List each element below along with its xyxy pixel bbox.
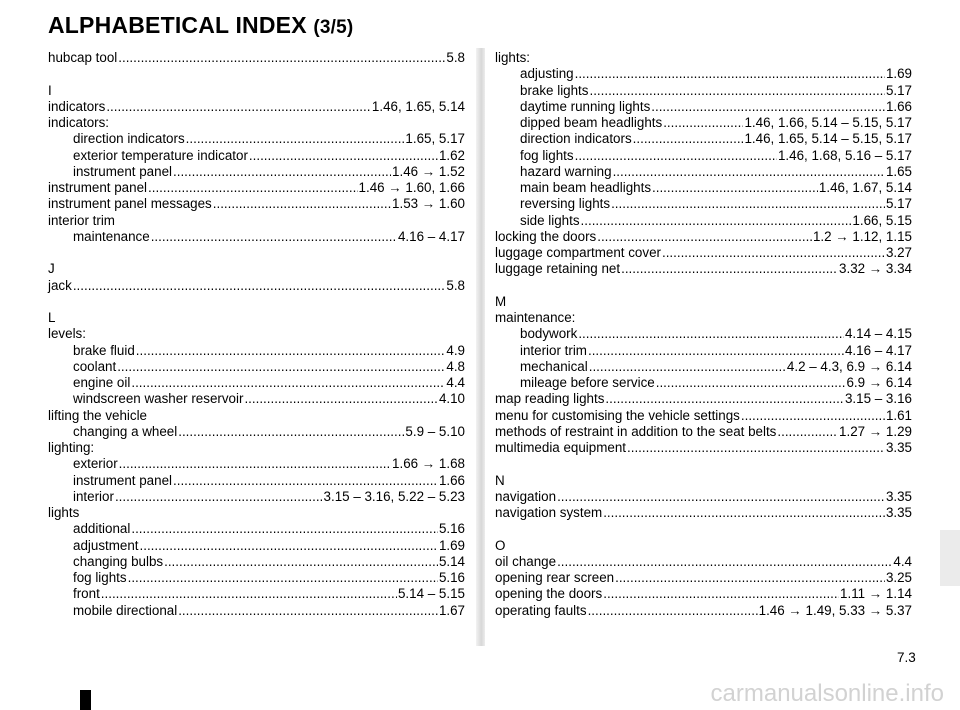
index-heading: lights (48, 505, 80, 520)
entry-label: brake lights (520, 82, 589, 98)
index-subentry (48, 359, 465, 375)
section-letter: J (48, 261, 55, 277)
dot-leader (588, 603, 758, 619)
index-entry (495, 603, 912, 619)
dot-leader (575, 148, 777, 164)
dot-leader (213, 196, 391, 212)
index-entry (495, 554, 912, 570)
index-subentry (48, 521, 465, 537)
index-heading: lights: (495, 50, 530, 65)
index-subentry (48, 424, 465, 440)
dot-leader (557, 554, 892, 570)
dot-leader (178, 424, 404, 440)
index-subentry (48, 570, 465, 586)
dot-leader (164, 554, 438, 570)
index-subentry (48, 164, 465, 180)
section-letter: I (48, 82, 52, 98)
index-subentry (495, 115, 912, 131)
index-subentry (48, 391, 465, 407)
dot-leader (73, 278, 446, 294)
entry-pages: 3.32 → 3.34 (839, 261, 912, 277)
entry-pages: 1.67 (438, 602, 465, 618)
index-subentry (48, 586, 465, 602)
entry-pages: 4.16 – 4.17 (397, 228, 465, 244)
dot-leader (652, 180, 818, 196)
index-subentry (48, 489, 465, 505)
entry-label: opening rear screen (495, 570, 615, 585)
dot-leader (575, 66, 885, 82)
entry-label: methods of restraint in addition to the seat belts (495, 423, 777, 439)
index-subentry (495, 213, 912, 229)
index-entry (495, 586, 912, 602)
index-subentry (495, 375, 912, 391)
index-subentry (48, 538, 465, 554)
entry-pages: 4.4 (446, 375, 465, 390)
index-entry (48, 278, 465, 294)
spacer (495, 456, 912, 472)
page-title (48, 12, 353, 39)
entry-label: hazard warning (520, 163, 612, 179)
entry-pages: 5.16 (438, 570, 465, 585)
index-entry (495, 261, 912, 277)
index-entry (48, 196, 465, 212)
entry-label: luggage retaining net (495, 261, 621, 277)
dot-leader (589, 359, 786, 375)
entry-pages: 1.46, 1.66, 5.14 – 5.15, 5.17 (744, 115, 912, 130)
entry-pages: 1.46, 1.65, 5.14 – 5.15, 5.17 (744, 131, 912, 147)
entry-pages: 4.9 (446, 342, 465, 358)
index-column-left (48, 50, 465, 619)
entry-label: interior (73, 488, 114, 504)
entry-pages: 3.27 (885, 245, 912, 260)
index-heading: indicators: (48, 115, 110, 130)
index-heading: interior trim (48, 212, 115, 228)
entry-pages: 3.25 (885, 570, 912, 585)
entry-label: jack (48, 277, 72, 293)
entry-pages: 1.46, 1.65, 5.14 (371, 98, 465, 114)
watermark: carmanualsonline.info (710, 680, 944, 707)
entry-pages: 1.53 → 1.60 (392, 196, 465, 212)
spacer (495, 278, 912, 294)
dot-leader (741, 408, 885, 424)
index-subentry (495, 66, 912, 82)
entry-pages: 1.46 → 1.52 (392, 163, 465, 179)
entry-pages: 4.14 – 4.15 (844, 326, 912, 342)
entry-label: navigation system (495, 505, 603, 520)
entry-label: adjusting (520, 66, 574, 82)
entry-pages: 1.69 (885, 66, 912, 82)
index-entry (48, 50, 465, 66)
dot-leader (557, 489, 885, 505)
index-heading: lighting: (48, 440, 95, 455)
entry-label: instrument panel (73, 472, 172, 488)
index-entry (495, 570, 912, 586)
entry-pages: 1.46 → 1.60, 1.66 (358, 180, 465, 195)
index-entry (495, 440, 912, 456)
index-subentry (495, 180, 912, 196)
section-letter: O (495, 537, 506, 553)
entry-label: dipped beam headlights (520, 115, 663, 130)
entry-pages: 3.35 (885, 505, 912, 520)
entry-label: luggage compartment cover (495, 245, 661, 260)
index-subentry (48, 229, 465, 245)
index-heading: maintenance: (495, 310, 576, 325)
section-letter: N (495, 472, 505, 488)
entry-label: opening the doors (495, 586, 603, 602)
index-subentry (495, 196, 912, 212)
spacer (48, 294, 465, 310)
dot-leader (605, 391, 844, 407)
entry-pages: 3.15 – 3.16, 5.22 – 5.23 (323, 488, 465, 504)
dot-leader (777, 424, 838, 440)
chapter-tab (940, 530, 960, 586)
entry-label: locking the doors (495, 228, 597, 244)
dot-leader (115, 489, 323, 505)
entry-pages: 5.17 (885, 196, 912, 212)
dot-leader (131, 521, 438, 537)
entry-pages: 5.8 (446, 50, 465, 65)
entry-pages: 3.15 – 3.16 (844, 391, 912, 407)
entry-label: adjustment (73, 537, 139, 553)
section-letter: L (48, 310, 56, 325)
index-entry (495, 408, 912, 424)
dot-leader (603, 586, 839, 602)
index-entry (48, 180, 465, 196)
entry-pages: 1.46, 1.67, 5.14 (818, 180, 912, 195)
index-subentry (48, 343, 465, 359)
dot-leader (148, 180, 358, 196)
index-subentry (48, 603, 465, 619)
entry-label: brake fluid (73, 342, 135, 358)
index-entry (495, 489, 912, 505)
entry-label: direction indicators (520, 131, 632, 147)
index-subentry (48, 473, 465, 489)
entry-pages: 1.62 (438, 147, 465, 163)
entry-pages: 1.11 → 1.14 (840, 586, 912, 602)
entry-pages: 5.14 (438, 553, 465, 569)
entry-pages: 4.2 – 4.3, 6.9 → 6.14 (786, 358, 912, 374)
entry-pages: 1.65, 5.17 (405, 131, 465, 147)
index-entry (495, 229, 912, 245)
index-entry (495, 505, 912, 521)
entry-label: multimedia equipment (495, 440, 626, 455)
entry-label: changing a wheel (73, 423, 178, 439)
dot-leader (662, 245, 885, 261)
index-subentry (495, 164, 912, 180)
footer-mark (80, 690, 91, 710)
entry-label: direction indicators (73, 131, 185, 147)
entry-label: map reading lights (495, 391, 605, 407)
entry-pages: 1.27 → 1.29 (839, 423, 912, 439)
dot-leader (613, 164, 885, 180)
dot-leader (119, 456, 391, 472)
index-subentry (48, 456, 465, 472)
dot-leader (136, 343, 446, 359)
index-subentry (495, 359, 912, 375)
entry-pages: 3.35 (885, 440, 912, 455)
entry-pages: 4.8 (446, 358, 465, 374)
entry-label: instrument panel (48, 180, 147, 195)
entry-label: reversing lights (520, 196, 611, 212)
index-subentry (48, 148, 465, 164)
index-heading: lifting the vehicle (48, 407, 147, 423)
dot-leader (589, 83, 884, 99)
entry-pages: 1.2 → 1.12, 1.15 (812, 228, 912, 244)
entry-pages: 1.46, 1.68, 5.16 – 5.17 (777, 147, 912, 163)
dot-leader (151, 229, 397, 245)
section-letter: M (495, 293, 507, 309)
entry-pages: 5.9 – 5.10 (405, 423, 465, 439)
dot-leader (128, 570, 438, 586)
dot-leader (173, 473, 438, 489)
index-subentry (495, 99, 912, 115)
dot-leader (588, 343, 844, 359)
dot-leader (656, 375, 846, 391)
entry-label: fog lights (520, 147, 574, 163)
page-title-text: ALPHABETICAL INDEX (48, 12, 307, 38)
dot-leader (663, 115, 743, 131)
dot-leader (627, 440, 885, 456)
index-subentry (495, 131, 912, 147)
dot-leader (621, 261, 838, 277)
entry-label: front (73, 586, 100, 602)
entry-pages: 1.66, 5.15 (852, 212, 912, 228)
entry-pages: 1.69 (438, 537, 465, 553)
entry-label: mechanical (520, 358, 588, 374)
dot-leader (173, 164, 391, 180)
entry-label: interior trim (520, 342, 587, 358)
index-heading: levels: (48, 326, 86, 342)
dot-leader (249, 148, 438, 164)
spacer (48, 66, 465, 82)
entry-pages: 3.35 (885, 488, 912, 504)
entry-label: operating faults (495, 602, 587, 618)
entry-label: additional (73, 521, 131, 537)
entry-pages: 5.17 (885, 82, 912, 98)
entry-label: mileage before service (520, 375, 655, 390)
dot-leader (581, 213, 852, 229)
entry-pages: 1.66 (438, 472, 465, 488)
entry-label: indicators (48, 98, 106, 114)
dot-leader (186, 131, 405, 147)
index-column-right (495, 50, 912, 619)
index-entry (495, 424, 912, 440)
dot-leader (651, 99, 885, 115)
dot-leader (611, 196, 885, 212)
spacer (48, 245, 465, 261)
spacer (495, 521, 912, 537)
entry-label: main beam headlights (520, 180, 652, 195)
entry-label: maintenance (73, 228, 150, 244)
dot-leader (106, 99, 371, 115)
entry-label: side lights (520, 212, 580, 228)
entry-pages: 6.9 → 6.14 (846, 375, 912, 390)
entry-pages: 1.61 (885, 407, 912, 423)
entry-pages: 5.14 – 5.15 (397, 586, 465, 602)
entry-label: exterior temperature indicator (73, 147, 248, 163)
entry-label: navigation (495, 488, 557, 504)
entry-label: bodywork (520, 326, 578, 342)
entry-label: instrument panel (73, 163, 172, 179)
page-title-part: (3/5) (313, 17, 354, 38)
entry-label: windscreen washer reservoir (73, 391, 244, 407)
entry-pages: 4.10 (438, 391, 465, 407)
entry-pages: 1.46 → 1.49, 5.33 → 5.37 (758, 602, 912, 618)
index-subentry (495, 343, 912, 359)
entry-label: coolant (73, 358, 117, 374)
dot-leader (615, 570, 885, 586)
dot-leader (633, 131, 744, 147)
dot-leader (603, 505, 885, 521)
index-subentry (48, 131, 465, 147)
entry-label: engine oil (73, 375, 131, 390)
entry-pages: 5.8 (446, 277, 465, 293)
entry-pages: 5.16 (438, 521, 465, 537)
entry-pages: 4.4 (893, 553, 912, 569)
dot-leader (101, 586, 397, 602)
dot-leader (578, 326, 844, 342)
index-subentry (48, 554, 465, 570)
dot-leader (118, 50, 445, 66)
entry-pages: 1.66 → 1.68 (392, 456, 465, 472)
entry-label: exterior (73, 456, 118, 472)
index-subentry (495, 148, 912, 164)
index-entry (48, 99, 465, 115)
entry-label: menu for customising the vehicle settings (495, 407, 740, 423)
entry-pages: 1.65 (885, 163, 912, 179)
entry-label: changing bulbs (73, 553, 164, 569)
entry-label: fog lights (73, 570, 127, 585)
entry-pages: 1.66 (885, 98, 912, 114)
index-entry (495, 245, 912, 261)
entry-label: oil change (495, 553, 557, 569)
page-number: 7.3 (897, 650, 916, 665)
index-entry (495, 391, 912, 407)
dot-leader (178, 603, 438, 619)
entry-label: instrument panel messages (48, 196, 212, 212)
dot-leader (131, 375, 445, 391)
dot-leader (140, 538, 438, 554)
entry-pages: 4.16 – 4.17 (844, 342, 912, 358)
index-subentry (495, 83, 912, 99)
index-subentry (495, 326, 912, 342)
entry-label: daytime running lights (520, 98, 651, 114)
entry-label: mobile directional (73, 602, 178, 618)
dot-leader (244, 391, 438, 407)
entry-label: hubcap tool (48, 50, 118, 65)
column-divider (476, 48, 485, 646)
index-subentry (48, 375, 465, 391)
dot-leader (597, 229, 812, 245)
dot-leader (117, 359, 445, 375)
